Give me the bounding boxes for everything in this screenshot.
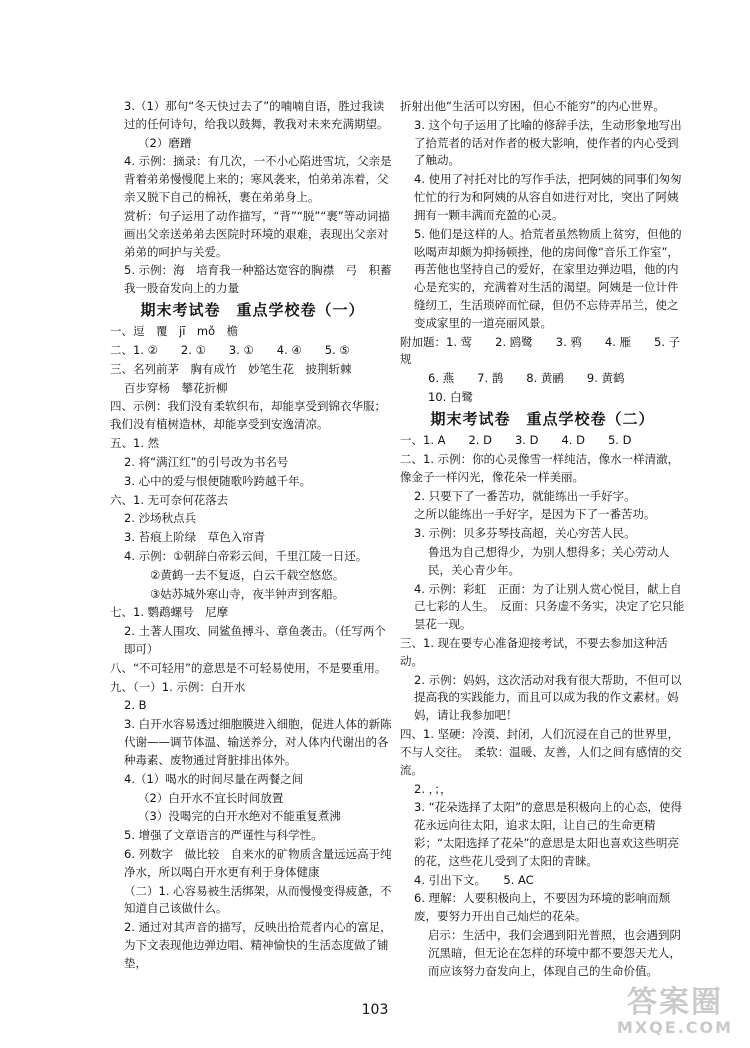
answer-line: 5. 增强了文章语言的严谨性与科学性。: [124, 828, 323, 843]
answer-line: 二、1. 示例：你的心灵像雪一样纯洁，像水一样清澈，像金子一样闪光，像花朵一样美丽。: [400, 451, 680, 484]
answer-line: 附加题：1. 莺 2. 鸥鹭 3. 鸦 4. 雁 5. 子规: [400, 334, 681, 367]
answer-line: 百步穿杨 攀花折柳: [124, 380, 228, 395]
watermark-url: MXQE.COM: [616, 1018, 734, 1037]
answer-line: 2. B: [124, 698, 147, 713]
answer-line: 6. 理解：人要积极向上，不要因为环境的影响而颓废，要努力开出自己灿烂的花朵。: [414, 891, 671, 924]
left-column: [110, 98, 395, 974]
answer-line: 3. 心中的爱与恨便随歌吟跨越千年。: [124, 473, 312, 488]
answer-line: 3. 苔痕上阶绿 草色入帘青: [124, 530, 266, 545]
answer-line: 四、1. 坚硬：冷漠、封闭，人们沉浸在自己的世界里，不与人交往。 柔软：温暖、友善，人们之间有感情的交流。: [400, 727, 682, 777]
answer-line: 七、1. 鹦鹉螺号 尼摩: [110, 605, 229, 620]
page-number: 103: [361, 1002, 389, 1018]
answer-line: 4. 使用了衬托对比的写作手法，把阿姨的同事们匆匆忙忙的行为和阿姨的从容自如进行对比，突出了阿姨拥有一颗丰满而充盈的心灵。: [414, 172, 682, 222]
answer-line: 2. 土著人围攻、同鲨鱼搏斗、章鱼袭击。（任写两个即可）: [124, 624, 386, 656]
answer-line: 折射出他“生活可以穷困，但心不能穷”的内心世界。: [400, 99, 665, 113]
answer-line: 之所以能练出一手好字，是因为下了一番苦功。: [414, 507, 656, 522]
watermark-logo-text: 答案圈: [627, 985, 723, 1020]
answer-line: 三、1. 现在要专心准备迎接考试，不要去参加这种活动。: [400, 636, 668, 668]
answer-line: 一、1. A 2. D 3. D 4. D 5. D: [400, 433, 632, 448]
site-watermark: [610, 986, 740, 1042]
answer-line: （2）磨蹭: [138, 135, 192, 150]
answer-line: 鲁迅为自己想得少，为别人想得多；关心劳动人民，关心青少年。: [428, 544, 670, 577]
answer-line: 6. 列数字 做比较 自来水的矿物质含量远远高于纯净水，所以喝白开水更有利于身体健康: [124, 846, 392, 879]
answer-line: （二）1. 心容易被生活绑架，从而慢慢变得疲惫，不知道自己该做什么。: [124, 883, 392, 916]
answer-line: 3. 白开水容易透过细胞膜进入细胞，促进人体的新陈代谢——调节体温、输送养分，对人体内代谢出的各种毒素、废物通过肾脏排出体外。: [124, 717, 392, 767]
answer-line: 赏析：句子运用了动作描写，“背”“脱”“裹”等动词描画出父亲送弟弟去医院时环境的艰难，表现出父亲对弟弟的呵护与关爱。: [124, 208, 390, 259]
answer-line: 2. ，；，: [414, 781, 452, 796]
answer-line: 2. 将“满江红”的引号改为书名号: [124, 454, 289, 469]
answer-line: 4.（1）喝水的时间尽量在两餐之间: [124, 771, 304, 786]
answer-line: 5. 示例：海 培育我一种豁达宽容的胸襟 弓 积蓄我一股奋发向上的力量: [124, 263, 392, 296]
section-title: 期末考试卷 重点学校卷（二）: [430, 409, 655, 428]
answer-line: 3. 这个句子运用了比喻的修辞手法，生动形象地写出了拾荒者的话对作者的极大影响，使作者的内心受到了触动。: [414, 117, 682, 168]
answer-line: 九、（一）1. 示例：白开水: [110, 679, 246, 694]
answer-line: 四、示例：我们没有柔软织布，却能享受到锦衣华服；我们没有植树造林，却能享受到安逸清凉。: [110, 399, 386, 432]
answer-line: 启示：生活中，我们会遇到阳光普照，也会遇到阴沉黑暗，但无论在怎样的环境中都不要怨天尤人，而应该努力奋发向上，体现自己的生命价值。: [428, 928, 681, 978]
answer-line: 5. 他们是这样的人。拾荒者虽然物质上贫穷，但他的吆喝声却颇为抑扬顿挫，他的房间像“音乐工作室”，再苦他也坚持自己的爱好，在家里边弹边唱，他的内心是充实的，充满着对生活的渴望。阿姨是一位计件缝纫工，生活琐碎而忙碌，但仍不忘侍弄吊兰，使之变成家里的一道亮丽风景。: [414, 226, 682, 330]
answer-line: （2）白开水不宜长时间放置: [138, 790, 284, 805]
answer-line: ③姑苏城外寒山寺，夜半钟声到客船。: [150, 586, 345, 601]
answer-line: 五、1. 然: [110, 436, 160, 451]
answer-line: ②黄鹤一去不复返，白云千载空悠悠。: [150, 567, 345, 582]
answer-line: 6. 燕 7. 鹊 8. 黄鹂 9. 黄鹤: [428, 371, 625, 386]
answer-line: 10. 白鹭: [428, 390, 473, 404]
answer-line: 4. 示例：摘录：有几次，一不小心陷进雪坑，父亲是背着弟弟慢慢爬上来的；寒风袭来，怕弟弟冻着，父亲又脱下自己的棉袄，裹在弟弟身上。: [124, 154, 392, 205]
answer-line: 二、1. ② 2. ① 3. ① 4. ④ 5. ⑤: [110, 343, 350, 357]
answer-line: 2. 示例：妈妈，这次活动对我有很大帮助，不但可以提高我的实践能力，而且可以成为我的作文素材。妈妈，请让我参加吧！: [414, 672, 682, 723]
answer-line: 3. “花朵选择了太阳”的意思是积极向上的心态，使得花永远向往太阳，追求太阳，让自己的生命更精彩；“太阳选择了花朵”的意思是太阳也喜欢这些明亮的花，这些花儿受到了太阳的青睐。: [414, 800, 683, 868]
answer-line: 4. 示例：①朝辞白帝彩云间，千里江陵一日还。: [124, 548, 368, 563]
answer-line: 一、逗 覆 jī mǒ 檐: [110, 324, 239, 339]
answer-line: 三、名列前茅 胸有成竹 妙笔生花 披荆斩棘: [110, 361, 352, 376]
answer-line: （3）没喝完的白开水绝对不能重复煮沸: [138, 809, 341, 824]
answer-line: 六、1. 无可奈何花落去: [110, 492, 229, 507]
answer-line: 2. 只要下了一番苦功，就能练出一手好字。: [414, 488, 636, 503]
answer-line: 八、“不可轻用”的意思是不可轻易使用，不是要重用。: [110, 660, 387, 675]
answer-line: 4. 引出下文。 5. AC: [414, 872, 534, 887]
right-column: [400, 98, 685, 981]
answer-line: 2. 通过对其声音的描写，反映出拾荒者内心的富足，为下文表现他边弹边唱、精神愉快的生活态度做了铺垫，: [124, 920, 392, 970]
answer-line: 4. 示例：彩虹 正面：为了让别人赏心悦目，献上自己七彩的人生。 反面：只务虚不务实，决定了它只能昙花一现。: [414, 581, 685, 632]
answer-line: 3.（1）那句“冬天快过去了”的喃喃自语，胜过我读过的任何诗句，给我以鼓舞，教我对未来充满期望。: [124, 99, 389, 131]
answer-line: 3. 示例：贝多芬琴技高超，关心穷苦人民。: [414, 526, 636, 541]
section-title: 期末考试卷 重点学校卷（一）: [140, 300, 365, 319]
answer-line: 2. 沙场秋点兵: [124, 511, 197, 526]
